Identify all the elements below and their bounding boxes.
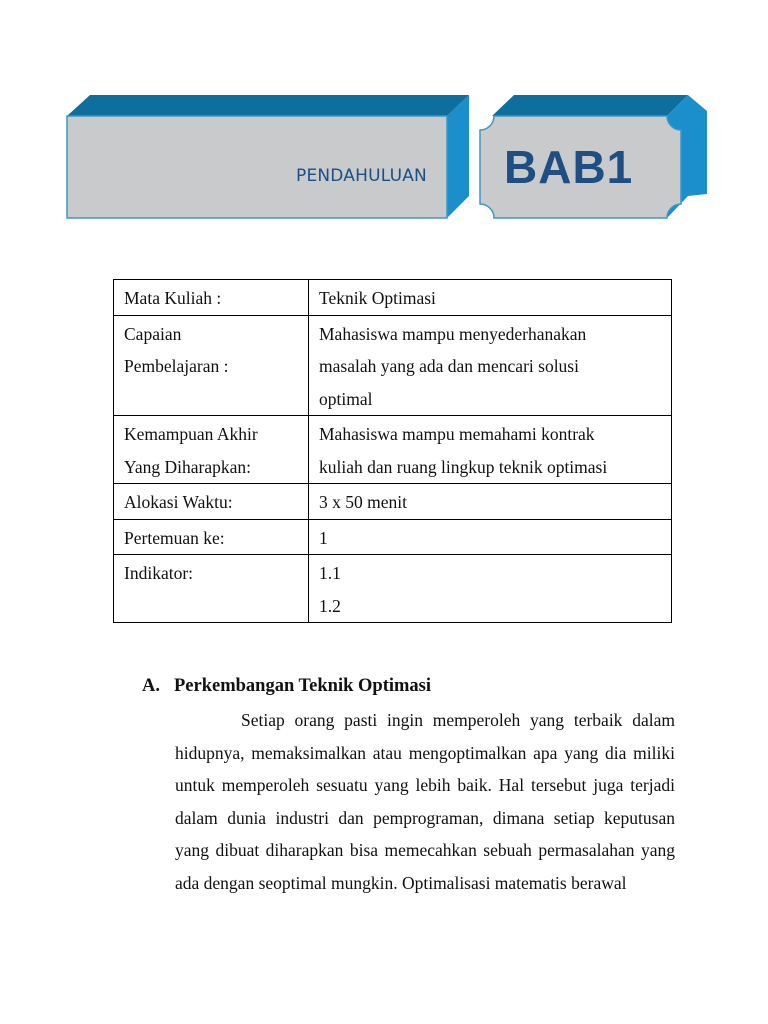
- row-value-cell: [309, 484, 672, 520]
- row-value-cell: [309, 519, 672, 555]
- title-box-side-face: [447, 95, 469, 218]
- row-label-line: Indikator:: [124, 563, 194, 583]
- table-row: [114, 484, 672, 520]
- row-value-cell: [309, 555, 672, 623]
- course-info-table: [113, 279, 672, 623]
- title-box-top-face: [67, 95, 469, 116]
- row-value-line: Mahasiswa mampu menyederhanakan: [319, 323, 587, 344]
- row-value-line: 1.1: [319, 563, 341, 583]
- row-value-line: optimal: [319, 388, 373, 409]
- row-label-cell: [114, 416, 309, 484]
- row-label-line: Capaian: [124, 323, 182, 344]
- row-label-cell: [114, 519, 309, 555]
- row-label-line: Yang Diharapkan:: [124, 456, 252, 477]
- section-title: Perkembangan Teknik Optimasi: [174, 676, 432, 696]
- row-value-line: 1.2: [319, 595, 341, 616]
- section-heading: [142, 676, 431, 697]
- row-label-line: Mata Kuliah :: [124, 288, 222, 308]
- row-value-cell: [309, 315, 672, 416]
- row-label-cell: [114, 484, 309, 520]
- section-number: A.: [142, 676, 160, 696]
- row-label-cell: [114, 280, 309, 316]
- row-value-line: masalah yang ada dan mencari solusi: [319, 356, 579, 376]
- row-label-line: Kemampuan Akhir: [124, 424, 258, 444]
- row-label-line: Pertemuan ke:: [124, 527, 225, 548]
- row-value-line: Mahasiswa mampu memahami kontrak: [319, 424, 595, 444]
- row-label-cell: [114, 315, 309, 416]
- row-value-line: 3 x 50 menit: [319, 492, 407, 512]
- bab-box-top-face: [492, 95, 688, 116]
- table-row: [114, 315, 672, 416]
- table-row: [114, 280, 672, 316]
- table-row: [114, 416, 672, 484]
- row-value-line: Teknik Optimasi: [319, 288, 436, 308]
- row-label-line: Pembelajaran :: [124, 356, 229, 376]
- table-row: [114, 519, 672, 555]
- chapter-title: PENDAHULUAN: [296, 166, 427, 186]
- row-label-cell: [114, 555, 309, 623]
- row-value-line: 1: [319, 527, 328, 548]
- row-value-line: kuliah dan ruang lingkup teknik optimasi: [319, 456, 608, 477]
- section-paragraph: Setiap orang pasti ingin memperoleh yang terbaik dalam hidupnya, memaksimalkan atau mengoptimalkan apa yang dia miliki untuk memperoleh sesuatu yang lebih baik. Hal tersebut juga terjadi dalam dunia industri dan pemprograman, dimana setiap keputusan yang dibuat diharapkan bisa memecahkan sebuah permasalahan yang ada dengan seoptimal mungkin. Optimalisasi matematis berawal: [175, 710, 675, 893]
- row-value-cell: [309, 280, 672, 316]
- row-label-line: Alokasi Waktu:: [124, 492, 233, 512]
- table-row: [114, 555, 672, 623]
- row-value-cell: [309, 416, 672, 484]
- chapter-header-graphic: [0, 0, 768, 240]
- chapter-number: BAB1: [504, 141, 634, 193]
